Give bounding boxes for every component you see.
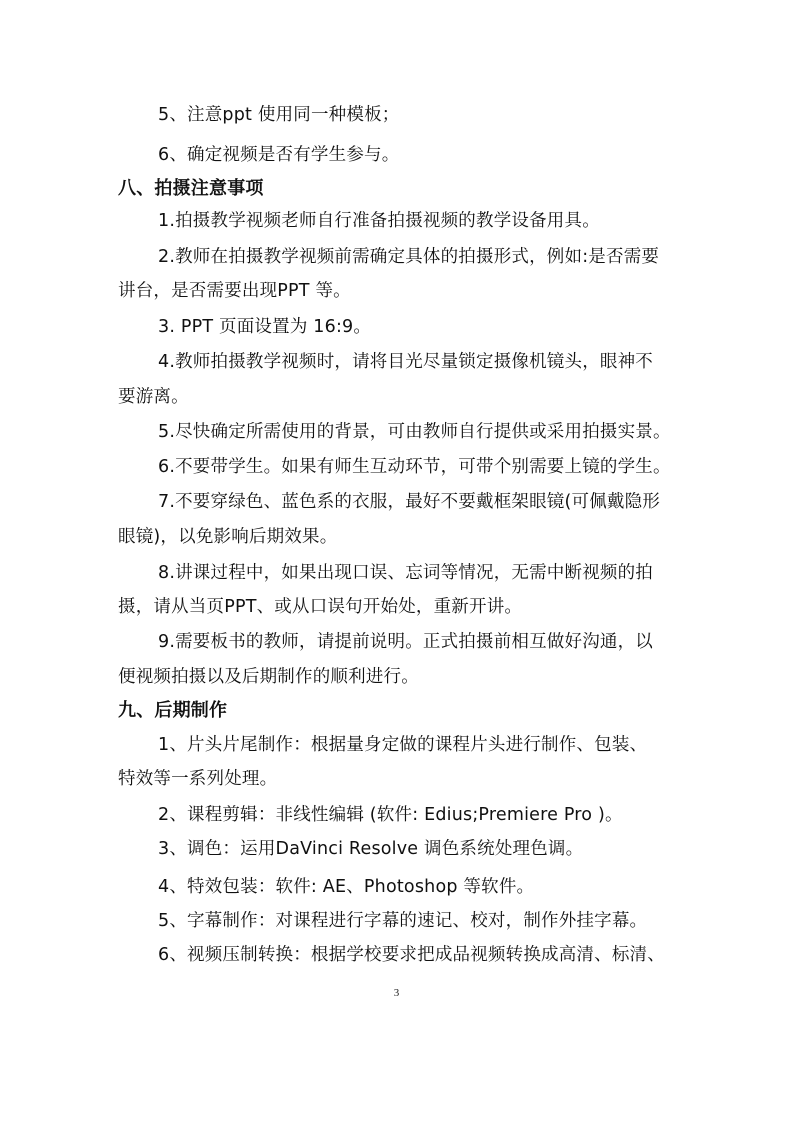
section9-item-5: 5、字幕制作：对课程进行字幕的速记、校对，制作外挂字幕。 [158, 911, 648, 931]
section8-item-4-line-1: 4.教师拍摄教学视频时，请将目光尽量锁定摄像机镜头，眼神不 [158, 352, 653, 372]
section8-item-7-line-1: 7.不要穿绿色、蓝色系的衣服，最好不要戴框架眼镜(可佩戴隐形 [158, 492, 661, 512]
page-number: 3 [393, 987, 400, 999]
section8-item-2-line-2: 讲台，是否需要出现PPT 等。 [118, 281, 351, 301]
section8-item-3: 3. PPT 页面设置为 16:9。 [158, 317, 372, 337]
section9-item-1-line-1: 1、片头片尾制作：根据量身定做的课程片头进行制作、包装、 [158, 735, 648, 755]
section8-item-6: 6.不要带学生。如果有师生互动环节，可带个别需要上镜的学生。 [158, 457, 671, 477]
section9-item-2: 2、课程剪辑：非线性编辑 (软件: Edius;Premiere Pro )。 [158, 805, 623, 825]
section8-item-4-line-2: 要游离。 [118, 387, 189, 407]
section9-heading: 九、后期制作 [118, 700, 228, 721]
section8-item-8-line-1: 8.讲课过程中，如果出现口误、忘词等情况，无需中断视频的拍 [158, 563, 653, 583]
section9-item-1-line-2: 特效等一系列处理。 [118, 769, 278, 789]
section8-item-5: 5.尽快确定所需使用的背景，可由教师自行提供或采用拍摄实景。 [158, 422, 671, 442]
section8-heading: 八、拍摄注意事项 [118, 178, 264, 199]
section7-item-5: 5、注意ppt 使用同一种模板； [158, 105, 400, 125]
section7-item-6: 6、确定视频是否有学生参与。 [158, 145, 400, 165]
section8-item-1: 1.拍摄教学视频老师自行准备拍摄视频的教学设备用具。 [158, 211, 600, 231]
section9-item-4: 4、特效包装：软件: AE、Photoshop 等软件。 [158, 877, 535, 897]
section8-item-2-line-1: 2.教师在拍摄教学视频前需确定具体的拍摄形式，例如:是否需要 [158, 247, 660, 267]
section8-item-8-line-2: 摄，请从当页PPT、或从口误句开始处，重新开讲。 [118, 597, 523, 617]
section9-item-6-line-1: 6、视频压制转换：根据学校要求把成品视频转换成高清、标清、 [158, 945, 665, 965]
section8-item-9-line-1: 9.需要板书的教师，请提前说明。正式拍摄前相互做好沟通，以 [158, 632, 653, 652]
section8-item-7-line-2: 眼镜)，以免影响后期效果。 [118, 527, 338, 547]
section9-item-3: 3、调色：运用DaVinci Resolve 调色系统处理色调。 [158, 839, 584, 859]
section8-item-9-line-2: 便视频拍摄以及后期制作的顺利进行。 [118, 667, 419, 687]
